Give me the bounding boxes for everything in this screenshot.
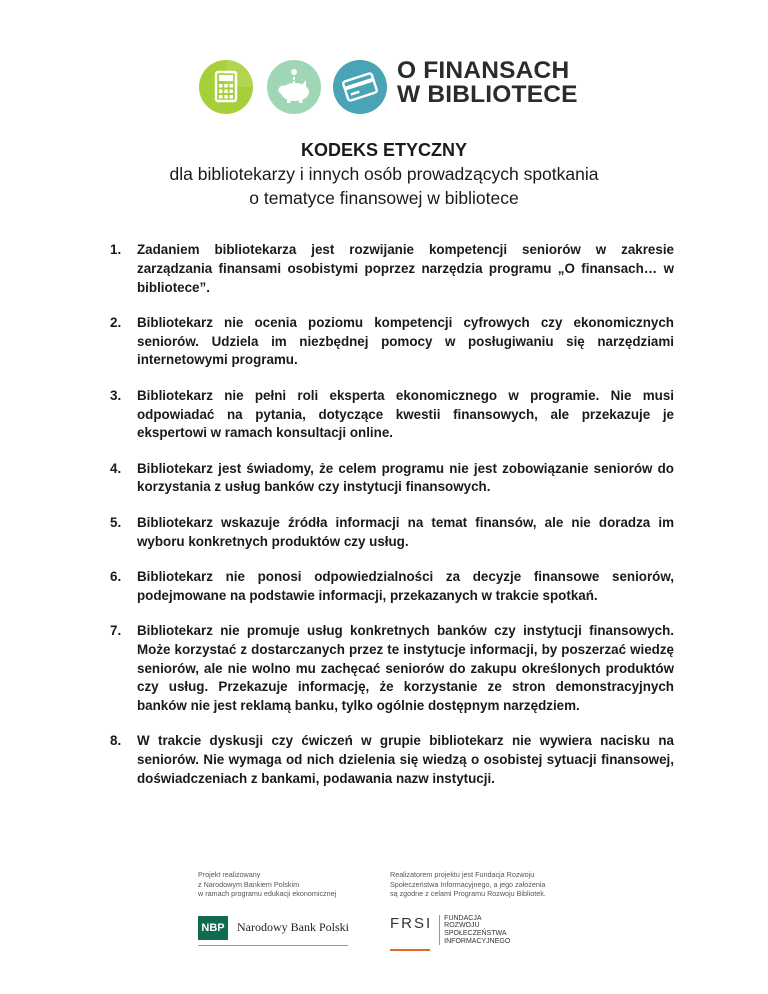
rule-item [110,314,674,370]
rule-text: Zadaniem bibliotekarza jest rozwijanie kompetencji seniorów w zakresie zarządzania finansami osobistymi poprzez narzędzia programu „O finansach… w bibliotece”. [137,242,674,295]
nbp-note-line-2: z Narodowym Bankiem Polskim [198,879,300,889]
nbp-logo [198,916,368,940]
rule-item [110,241,674,297]
document-title [0,138,768,210]
title-subtitle-1: dla bibliotekarzy i innych osób prowadzących spotkania [169,164,599,184]
footer-frsi [390,870,580,951]
calculator-icon [198,59,254,115]
credit-card-icon [332,59,388,115]
rule-text: Bibliotekarz jest świadomy, że celem programu nie jest zobowiązanie seniorów do korzystania z usług banków czy instytucji finansowych. [137,460,674,495]
rule-item [110,732,674,788]
rule-text: Bibliotekarz wskazuje źródła informacji na temat finansów, ale nie doradza im wyboru konkretnych produktów czy usług. [137,514,674,549]
frsi-name [439,915,510,945]
nbp-abbr: NBP [198,916,228,940]
rule-number: 2. [110,314,122,330]
frsi-name-line-3: SPOŁECZEŃSTWA [444,929,507,937]
rules-list [110,241,674,805]
rule-text: Bibliotekarz nie ocenia poziomu kompetencji cyfrowych czy ekonomicznych seniorów. Udziela im niezbędnej pomocy w posługiwaniu się narzędziami internetowymi programu. [137,314,674,368]
nbp-note-line-3: w ramach programu edukacji ekonomicznej [198,889,337,899]
rule-text: W trakcie dyskusji czy ćwiczeń w grupie bibliotekarz nie wywiera nacisku na seniorów. Nie wymaga od nich dzielenia się wiedzą o osobistej sytuacji finansowej, doświadczeniach z bankami, podawania nazw instytucji. [137,733,674,787]
rule-number: 5. [110,514,122,530]
frsi-note-line-3: są zgodne z celami Programu Rozwoju Bibliotek. [390,889,546,899]
rule-item [110,460,674,498]
frsi-name-line-4: INFORMACYJNEGO [444,937,511,945]
nbp-name: Narodowy Bank Polski [237,920,349,935]
brand-line-1: O FINANSACH [397,57,570,84]
piggy-bank-icon [266,59,322,115]
frsi-note-line-2: Społeczeństwa Informacyjnego, a jego założenia [390,879,546,889]
rule-number: 6. [110,568,122,584]
nbp-divider [198,945,348,946]
frsi-accent-bar [390,949,430,951]
frsi-name-line-1: FUNDACJA [444,914,482,922]
frsi-logo [390,915,580,945]
rule-text: Bibliotekarz nie promuje usług konkretnych banków czy instytucji finansowych. Może korzystać z dostarczanych przez te instytucje informacji, by poszerzać wiedzę seniorów, ale nie wolno mu zachęcać seniorów do zakupu określonych produktów czy usług. Przekazuje informację, że korzystanie ze stron demonstracyjnych banków nie jest reklamą banku, tylko ogólnie dostępnym narzędziem. [137,622,674,714]
brand-wordmark [397,59,578,107]
rule-item [110,622,674,716]
title-subtitle-2: o tematyce finansowej w bibliotece [249,188,519,208]
frsi-note-line-1: Realizatorem projektu jest Fundacja Rozwoju [390,870,535,879]
title-main: KODEKS ETYCZNY [300,140,468,160]
footer-nbp [198,870,368,946]
frsi-mark: FRSI [390,914,433,932]
rule-number: 7. [110,622,122,638]
rule-item [110,568,674,606]
rule-text: Bibliotekarz nie pełni roli eksperta ekonomicznego w programie. Nie musi odpowiadać na pytania, dotyczące kwestii finansowych, ale przekazuje je ekspertowi w ramach konsultacji online. [137,387,674,441]
header-logo [198,55,578,125]
rule-number: 3. [110,387,122,403]
rule-item [110,514,674,552]
rule-item [110,387,674,443]
brand-line-2: W BIBLIOTECE [397,81,578,108]
rule-number: 4. [110,460,122,476]
rule-text: Bibliotekarz nie ponosi odpowiedzialności za decyzje finansowe seniorów, podejmowane na podstawie informacji, przekazanych w trakcie spotkań. [137,568,674,603]
nbp-note-line-1: Projekt realizowany [198,870,261,879]
rule-number: 1. [110,242,122,257]
rule-number: 8. [110,733,122,749]
frsi-name-line-2: ROZWOJU [444,922,480,930]
